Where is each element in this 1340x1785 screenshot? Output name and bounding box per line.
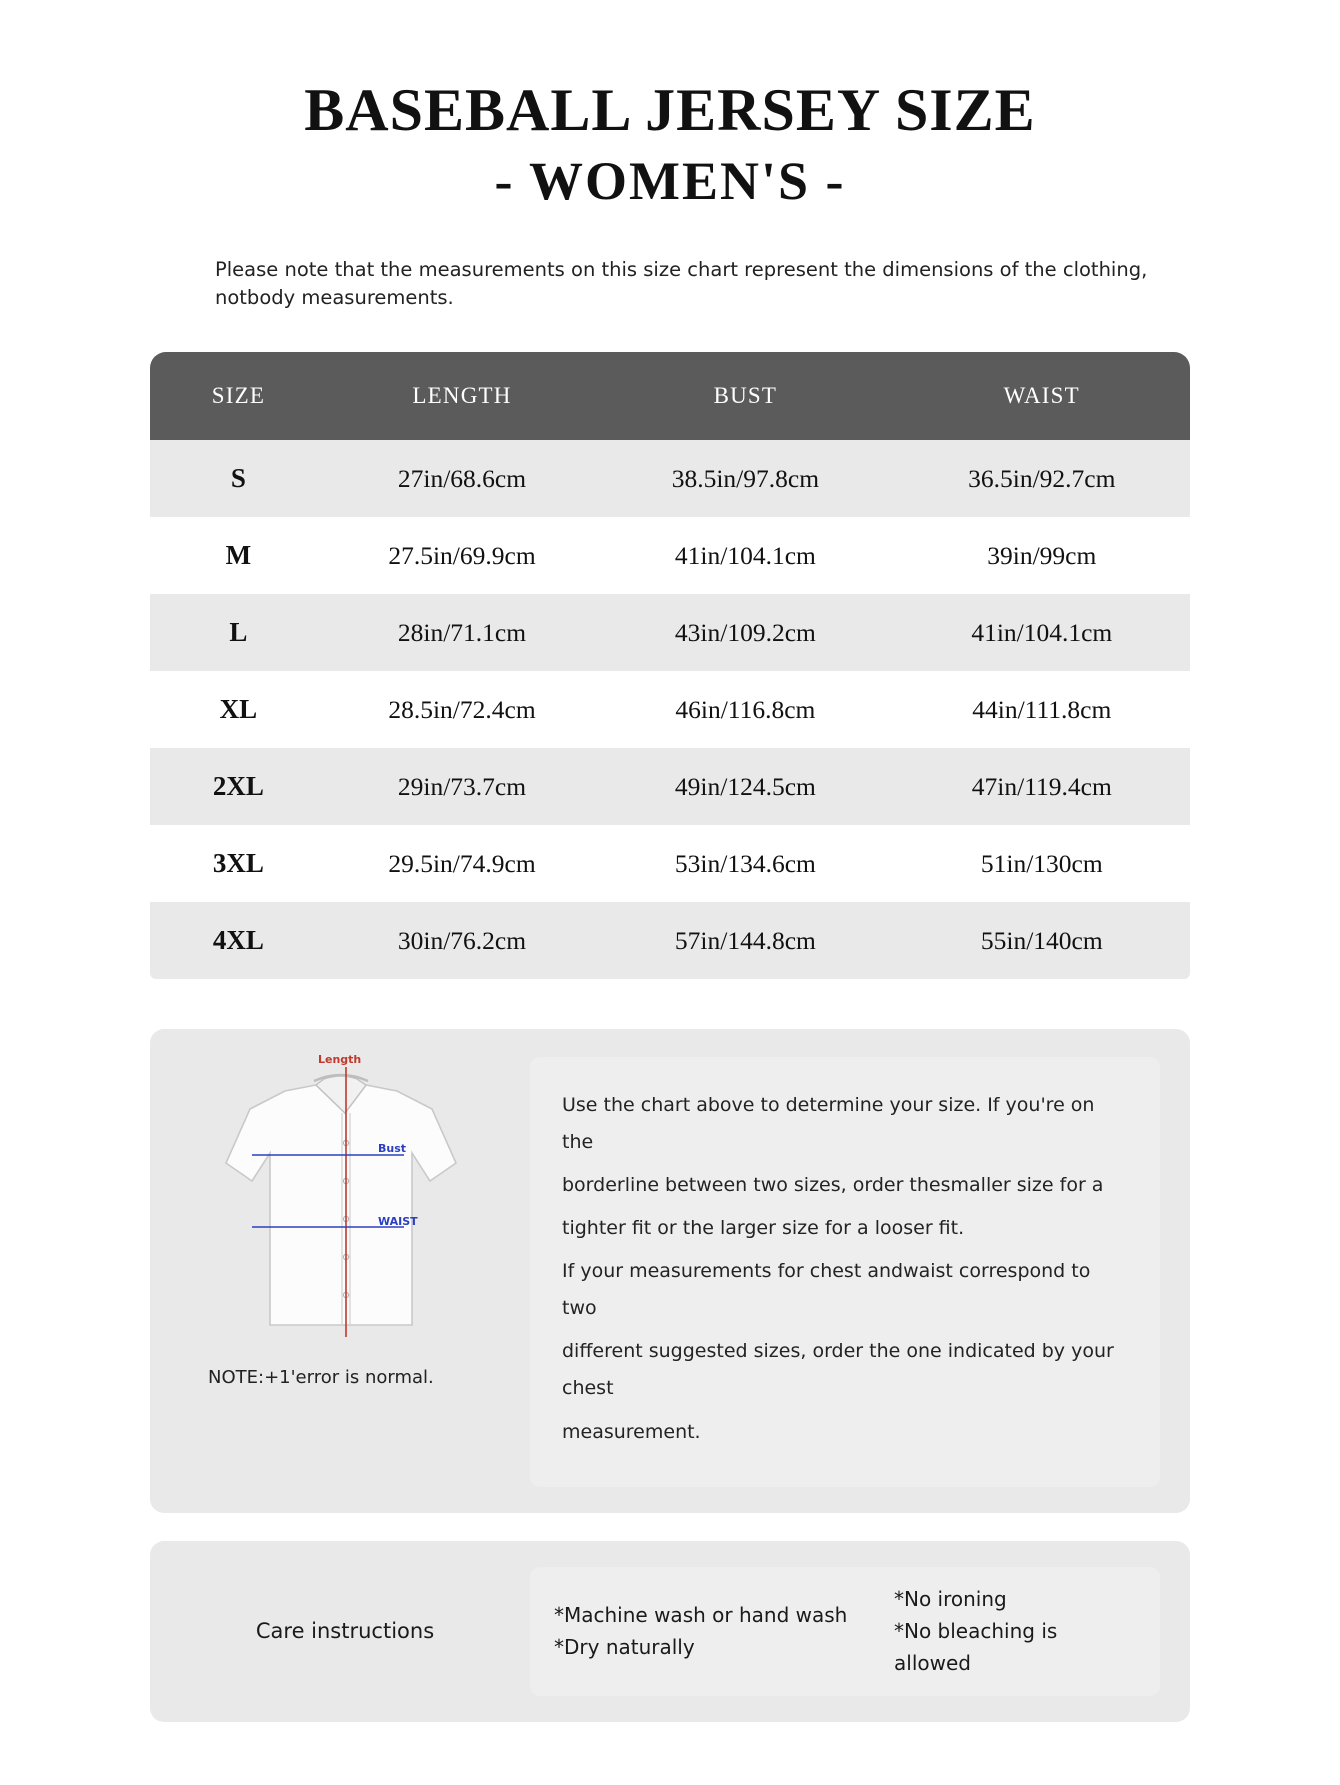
- care-instructions-content: [530, 1567, 1160, 1696]
- table-row: [150, 594, 1190, 671]
- cell-bust: 46in/116.8cm: [597, 671, 893, 748]
- size-table: [150, 352, 1190, 979]
- table-row: [150, 671, 1190, 748]
- measurement-guide-panel: [150, 1029, 1190, 1512]
- column-header-size: SIZE: [150, 352, 327, 440]
- guidance-line-2: borderline between two sizes, order thesmaller size for a: [562, 1174, 1104, 1197]
- cell-waist: 51in/130cm: [894, 825, 1190, 902]
- table-row: [150, 825, 1190, 902]
- size-table-container: [150, 352, 1190, 979]
- cell-waist: 44in/111.8cm: [894, 671, 1190, 748]
- care-instructions-title: Care instructions: [255, 1619, 435, 1644]
- cell-waist: 41in/104.1cm: [894, 594, 1190, 671]
- cell-waist: 55in/140cm: [894, 902, 1190, 979]
- cell-length: 27.5in/69.9cm: [327, 517, 597, 594]
- care-line-2: *Dry naturally: [554, 1635, 695, 1660]
- cell-size: S: [150, 440, 327, 517]
- guidance-line-6: measurement.: [562, 1420, 701, 1443]
- title-line-2: - WOMEN'S -: [494, 150, 846, 211]
- cell-length: 29in/73.7cm: [327, 748, 597, 825]
- column-header-length: LENGTH: [327, 352, 597, 440]
- care-instructions-panel: [150, 1541, 1190, 1722]
- cell-size: 2XL: [150, 748, 327, 825]
- cell-length: 28in/71.1cm: [327, 594, 597, 671]
- table-row: [150, 748, 1190, 825]
- cell-size: 4XL: [150, 902, 327, 979]
- cell-bust: 57in/144.8cm: [597, 902, 893, 979]
- care-column-left: [554, 1599, 894, 1664]
- diagram-label-bust: Bust: [378, 1142, 407, 1156]
- cell-size: L: [150, 594, 327, 671]
- measurement-note: Please note that the measurements on this size chart represent the dimensions of the clothing, notbody measurements.: [215, 257, 1148, 309]
- care-line-3: *No ironing: [894, 1586, 1007, 1611]
- jersey-diagram-column: [180, 1053, 510, 1389]
- table-body: [150, 440, 1190, 979]
- table-row: [150, 902, 1190, 979]
- care-column-right: [894, 1583, 1136, 1680]
- care-line-1: *Machine wash or hand wash: [554, 1602, 848, 1627]
- table-row: [150, 517, 1190, 594]
- sizing-guidance-text: [530, 1057, 1160, 1486]
- cell-waist: 39in/99cm: [894, 517, 1190, 594]
- cell-size: 3XL: [150, 825, 327, 902]
- cell-bust: 41in/104.1cm: [597, 517, 893, 594]
- title-line-1: BASEBALL JERSEY SIZE: [304, 77, 1036, 143]
- cell-waist: 36.5in/92.7cm: [894, 440, 1190, 517]
- table-header: [150, 352, 1190, 440]
- cell-length: 30in/76.2cm: [327, 902, 597, 979]
- cell-length: 29.5in/74.9cm: [327, 825, 597, 902]
- cell-bust: 38.5in/97.8cm: [597, 440, 893, 517]
- guidance-line-4: If your measurements for chest andwaist correspond to two: [562, 1260, 1091, 1320]
- diagram-label-waist: WAIST: [378, 1215, 418, 1229]
- column-header-waist: WAIST: [894, 352, 1190, 440]
- table-row: [150, 440, 1190, 517]
- care-line-4: *No bleaching is allowed: [894, 1618, 1058, 1676]
- jersey-icon: [190, 1057, 500, 1357]
- cell-waist: 47in/119.4cm: [894, 748, 1190, 825]
- cell-bust: 43in/109.2cm: [597, 594, 893, 671]
- page-title: [0, 78, 1340, 214]
- jersey-illustration: [190, 1053, 500, 1357]
- cell-size: M: [150, 517, 327, 594]
- guidance-line-5: different suggested sizes, order the one indicated by your chest: [562, 1340, 1114, 1400]
- guidance-line-3: tighter fit or the larger size for a looser fit.: [562, 1217, 965, 1240]
- table-header-row: [150, 352, 1190, 440]
- error-tolerance-note: NOTE:+1'error is normal.: [208, 1367, 434, 1389]
- cell-bust: 49in/124.5cm: [597, 748, 893, 825]
- cell-length: 27in/68.6cm: [327, 440, 597, 517]
- cell-size: XL: [150, 671, 327, 748]
- column-header-bust: BUST: [597, 352, 893, 440]
- cell-length: 28.5in/72.4cm: [327, 671, 597, 748]
- diagram-label-length: Length: [318, 1053, 362, 1067]
- guidance-line-1: Use the chart above to determine your size. If you're on the: [562, 1094, 1095, 1154]
- cell-bust: 53in/134.6cm: [597, 825, 893, 902]
